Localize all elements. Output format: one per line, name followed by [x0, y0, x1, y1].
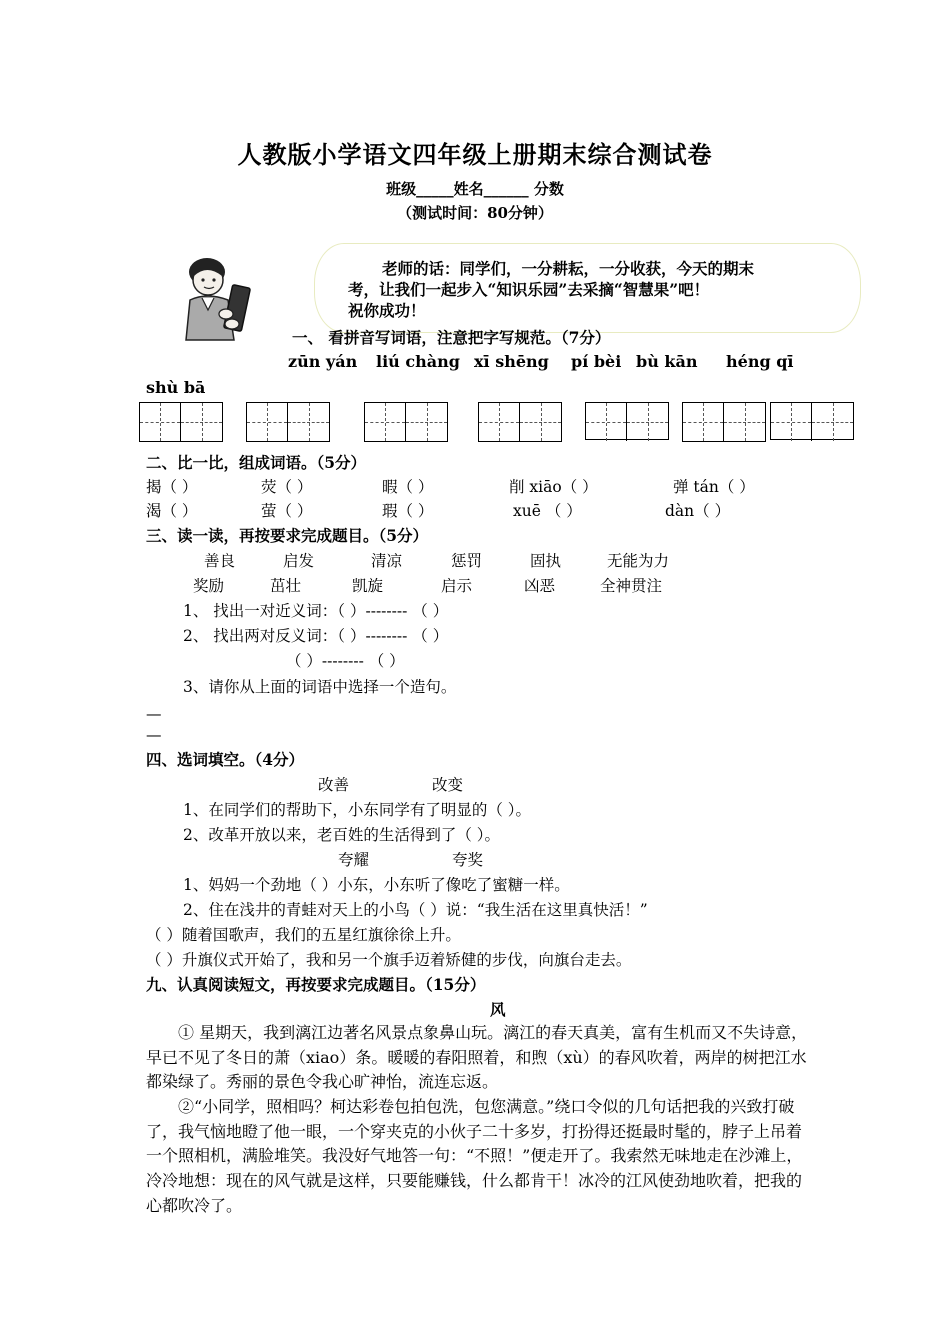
compare-item: 削 xiāo（ ） [509, 478, 598, 496]
question: （ ）-------- （ ） [286, 652, 405, 670]
writing-grid[interactable] [770, 402, 854, 440]
word: 启示 [441, 577, 473, 595]
word: 惩罚 [451, 552, 483, 570]
pinyin-2: liú chàng [376, 352, 460, 371]
choice-word: 夸耀 [338, 851, 370, 869]
writing-grid[interactable] [682, 402, 766, 442]
word: 茁壮 [270, 577, 302, 595]
writing-grid[interactable] [585, 402, 669, 440]
compare-item: 弹 tán（ ） [673, 478, 755, 496]
question: 2、 找出两对反义词：（ ）-------- （ ） [183, 627, 449, 645]
teacher-note-line-1: 老师的话：同学们，一分耕耘，一分收获，今天的期末 [382, 259, 755, 278]
answer-line: — [146, 705, 162, 723]
word: 无能为力 [607, 552, 670, 570]
compare-item: 萤（ ） [261, 502, 313, 520]
question: 1、 找出一对近义词：（ ）-------- （ ） [183, 602, 449, 620]
choice-word: 改善 [318, 776, 350, 794]
teacher-note-line-2: 考，让我们一起步入“知识乐园”去采摘“智慧果”吧！ [348, 280, 710, 299]
answer-line: — [146, 726, 162, 744]
word: 凶恶 [524, 577, 556, 595]
teacher-note-line-3: 祝你成功！ [348, 301, 426, 320]
compare-item: 瑕（ ） [382, 502, 434, 520]
choice-word: 夸奖 [452, 851, 484, 869]
fill-sentence: 1、在同学们的帮助下，小东同学有了明显的（ ）。 [183, 801, 532, 819]
story-paragraph-1: ① 星期天，我到漓江边著名风景点象鼻山玩。漓江的春天真美，富有生机而又不失诗意，早已不见了冬日的萧（xiao）条。暖暖的春阳照着，和煦（xù）的春风吹着，两岸的树把江水都染绿了。秀丽的景色令我心旷神怡，流连忘返。 [146, 1023, 808, 1092]
section2-heading: 二、比一比，组成词语。（5分） [146, 453, 367, 472]
fill-sentence: 1、妈妈一个劲地（ ）小东，小东听了像吃了蜜糖一样。 [183, 876, 570, 894]
teacher-note [348, 258, 838, 321]
header-line: 班级_____姓名______ 分数 [386, 180, 564, 198]
fill-sentence: （ ）随着国歌声，我们的五星红旗徐徐上升。 [146, 926, 461, 944]
pinyin-7: shù bā [146, 378, 206, 397]
writing-grid[interactable] [246, 402, 330, 442]
word: 全神贯注 [600, 577, 663, 595]
word: 凯旋 [352, 577, 384, 595]
section4-heading: 四、选词填空。（4分） [146, 750, 305, 769]
test-time: （测试时间：80分钟） [397, 204, 553, 222]
fill-sentence: 2、改革开放以来，老百姓的生活得到了（ ）。 [183, 826, 501, 844]
story-title: 风 [490, 1000, 506, 1019]
compare-item: 揭（ ） [146, 478, 198, 496]
writing-grid[interactable] [139, 402, 223, 442]
student-reading-illustration [172, 252, 272, 342]
section9-heading: 九、认真阅读短文，再按要求完成题目。（15分） [146, 975, 486, 994]
section3-heading: 三、读一读，再按要求完成题目。（5分） [146, 526, 429, 545]
section1-heading: 一、 看拼音写词语，注意把字写规范。（7分） [292, 328, 611, 347]
pinyin-5: bù kān [636, 352, 698, 371]
pinyin-4: pí bèi [571, 352, 622, 371]
compare-item: dàn（ ） [665, 502, 731, 520]
pinyin-3: xī shēng [474, 352, 549, 371]
compare-item: 荧（ ） [261, 478, 313, 496]
writing-grid[interactable] [478, 402, 562, 442]
choice-word: 改变 [432, 776, 464, 794]
word: 清凉 [371, 552, 403, 570]
question: 3、请你从上面的词语中选择一个造句。 [183, 678, 457, 696]
word: 启发 [283, 552, 315, 570]
compare-item: 暇（ ） [382, 478, 434, 496]
fill-sentence: 2、住在浅井的青蛙对天上的小鸟（ ）说：“我生活在这里真快活！” [183, 901, 648, 919]
page-title: 人教版小学语文四年级上册期末综合测试卷 [237, 140, 713, 169]
word: 奖励 [193, 577, 225, 595]
compare-item: 渴（ ） [146, 502, 198, 520]
word: 固执 [530, 552, 562, 570]
writing-grid[interactable] [364, 402, 448, 442]
story-paragraph-2: ②“小同学，照相吗？柯达彩卷包拍包洗，包您满意。”绕口令似的几句话把我的兴致打破了，我气恼地瞪了他一眼，一个穿夹克的小伙子二十多岁，打扮得还挺最时髦的，脖子上吊着一个照相机，满脸堆笑。我没好气地答一句：“不照！”便走开了。我索然无味地走在沙滩上，冷冷地想：现在的风气就是这样，只要能赚钱，什么都肯干！冰冷的江风使劲地吹着，把我的心都吹冷了。 [146, 1097, 803, 1215]
pinyin-1: zūn yán [288, 352, 358, 371]
compare-item: xuē （ ） [513, 502, 582, 520]
word: 善良 [204, 552, 236, 570]
fill-sentence: （ ）升旗仪式开始了，我和另一个旗手迈着矫健的步伐，向旗台走去。 [146, 951, 632, 969]
pinyin-6: héng qī [726, 352, 794, 371]
